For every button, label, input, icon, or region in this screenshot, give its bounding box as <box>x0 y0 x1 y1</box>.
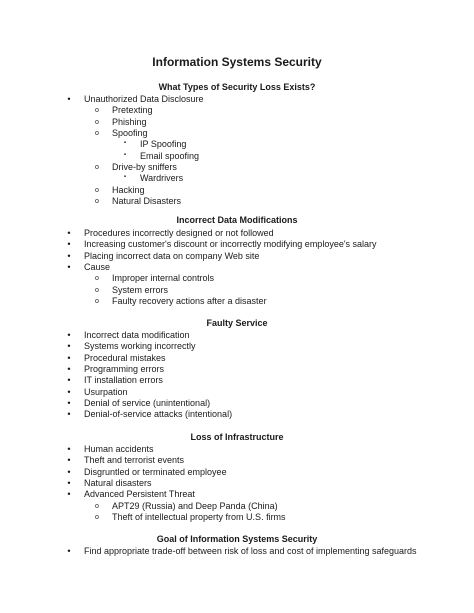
list-item-text: Human accidents <box>84 444 154 454</box>
bullet-icon: • <box>67 478 71 489</box>
bullet-icon: • <box>67 352 71 363</box>
list-item-text: IP Spoofing <box>140 139 187 150</box>
section-heading: Loss of Infrastructure <box>190 432 284 442</box>
bullet-icon: o <box>95 198 99 206</box>
list-item-text: Advanced Persistent Threat <box>84 489 195 500</box>
list-item <box>95 196 182 207</box>
list-item <box>95 284 169 296</box>
list-item-text: Incorrect data modification <box>84 330 190 340</box>
list-item <box>67 364 165 375</box>
bullet-icon: • <box>67 330 71 340</box>
section-heading: What Types of Security Loss Exists? <box>158 82 316 92</box>
list-item <box>67 386 128 398</box>
bullet-icon: • <box>67 444 71 454</box>
bullet-icon: • <box>67 239 71 250</box>
list-item-text: Spoofing <box>112 128 148 139</box>
bullet-icon: • <box>67 228 71 238</box>
list-item-text: Procedures incorrectly designed or not followed <box>84 228 274 238</box>
list-item <box>67 250 260 262</box>
list-item <box>95 500 278 512</box>
bullet-icon: • <box>67 546 71 556</box>
bullet-icon: o <box>95 298 99 306</box>
bullet-icon: • <box>67 466 71 477</box>
list-item-text: Wardrivers <box>140 173 184 184</box>
bullet-icon: • <box>67 455 71 466</box>
bullet-icon: • <box>67 341 71 352</box>
list-item-text: Unauthorized Data Disclosure <box>84 94 204 104</box>
bullet-icon: o <box>95 130 99 138</box>
bullet-icon: o <box>95 275 99 283</box>
list-item <box>67 375 163 386</box>
list-item-text: Denial-of-service attacks (intentional) <box>84 409 233 420</box>
list-item-text: Disgruntled or terminated employee <box>84 466 227 477</box>
list-item-text: Improper internal controls <box>112 273 215 284</box>
list-item <box>67 262 111 273</box>
list-item-text: Natural Disasters <box>112 196 182 207</box>
list-item-text: Procedural mistakes <box>84 352 166 363</box>
bullet-icon: o <box>95 164 99 172</box>
list-item-text: Email spoofing <box>140 150 200 161</box>
list-item-text: Drive-by sniffers <box>112 162 177 173</box>
section-heading: Incorrect Data Modifications <box>176 215 298 225</box>
list-item-text: Find appropriate trade-off between risk of loss and cost of implementing safeguards <box>84 546 417 556</box>
bullet-icon: o <box>95 118 99 126</box>
section-heading: Faulty Service <box>206 318 268 328</box>
list-item <box>67 341 196 352</box>
list-item <box>95 116 147 128</box>
list-item-text: Theft of intellectual property from U.S. firms <box>112 512 286 523</box>
bullet-icon: ▪ <box>123 151 127 158</box>
list-item-text: Faulty recovery actions after a disaster <box>112 296 267 307</box>
list-item-text: Denial of service (unintentional) <box>84 398 211 409</box>
bullet-icon: • <box>67 489 71 500</box>
list-item-text: APT29 (Russia) and Deep Panda (China) <box>112 500 278 511</box>
list-item <box>123 173 184 184</box>
list-item <box>95 162 177 173</box>
bullet-icon: o <box>95 186 99 194</box>
bullet-icon: • <box>67 250 71 261</box>
list-item <box>67 489 195 500</box>
list-item-text: Increasing customer's discount or incorrectly modifying employee's salary <box>84 239 377 250</box>
bullet-icon: • <box>67 364 71 375</box>
list-item <box>67 409 233 420</box>
list-item <box>123 139 187 150</box>
list-item <box>95 512 286 523</box>
bullet-icon: o <box>95 502 99 510</box>
bullet-icon: ▪ <box>123 140 127 147</box>
list-item <box>67 228 274 239</box>
list-item <box>95 296 267 307</box>
page-title: Information Systems Security <box>152 55 322 69</box>
list-item-text: System errors <box>112 284 169 295</box>
list-item-text: Cause <box>84 262 111 273</box>
list-item <box>67 466 227 478</box>
bullet-icon: • <box>67 386 71 397</box>
list-item <box>67 478 152 489</box>
list-item-text: Systems working incorrectly <box>84 341 196 352</box>
bullet-icon: o <box>95 286 99 294</box>
list-item-text: Hacking <box>112 184 145 195</box>
bullet-icon: • <box>67 409 71 420</box>
section-heading: Goal of Information Systems Security <box>156 534 318 544</box>
bullet-icon: • <box>67 262 71 273</box>
list-item-text: Programming errors <box>84 364 165 375</box>
list-item <box>67 444 154 455</box>
list-item <box>95 128 148 139</box>
list-item-text: Phishing <box>112 116 147 127</box>
bullet-icon: ▪ <box>123 174 127 181</box>
list-item <box>95 184 145 196</box>
list-item <box>67 352 166 364</box>
bullet-icon: • <box>67 398 71 409</box>
bullet-icon: • <box>67 375 71 386</box>
list-item-text: Pretexting <box>112 105 153 116</box>
list-item <box>95 105 153 116</box>
bullet-icon: o <box>95 107 99 115</box>
list-item <box>123 150 200 162</box>
list-item <box>67 94 204 105</box>
list-item-text: IT installation errors <box>84 375 163 386</box>
list-item-text: Natural disasters <box>84 478 152 489</box>
list-item-text: Usurpation <box>84 386 128 397</box>
list-item <box>67 398 211 409</box>
bullet-icon: • <box>67 94 71 104</box>
list-item <box>67 239 377 250</box>
list-item-text: Placing incorrect data on company Web site <box>84 250 260 261</box>
list-item <box>67 330 190 341</box>
list-item-text: Theft and terrorist events <box>84 455 185 466</box>
list-item <box>67 546 417 557</box>
list-item <box>95 273 215 284</box>
list-item <box>67 455 185 466</box>
bullet-icon: o <box>95 514 99 522</box>
